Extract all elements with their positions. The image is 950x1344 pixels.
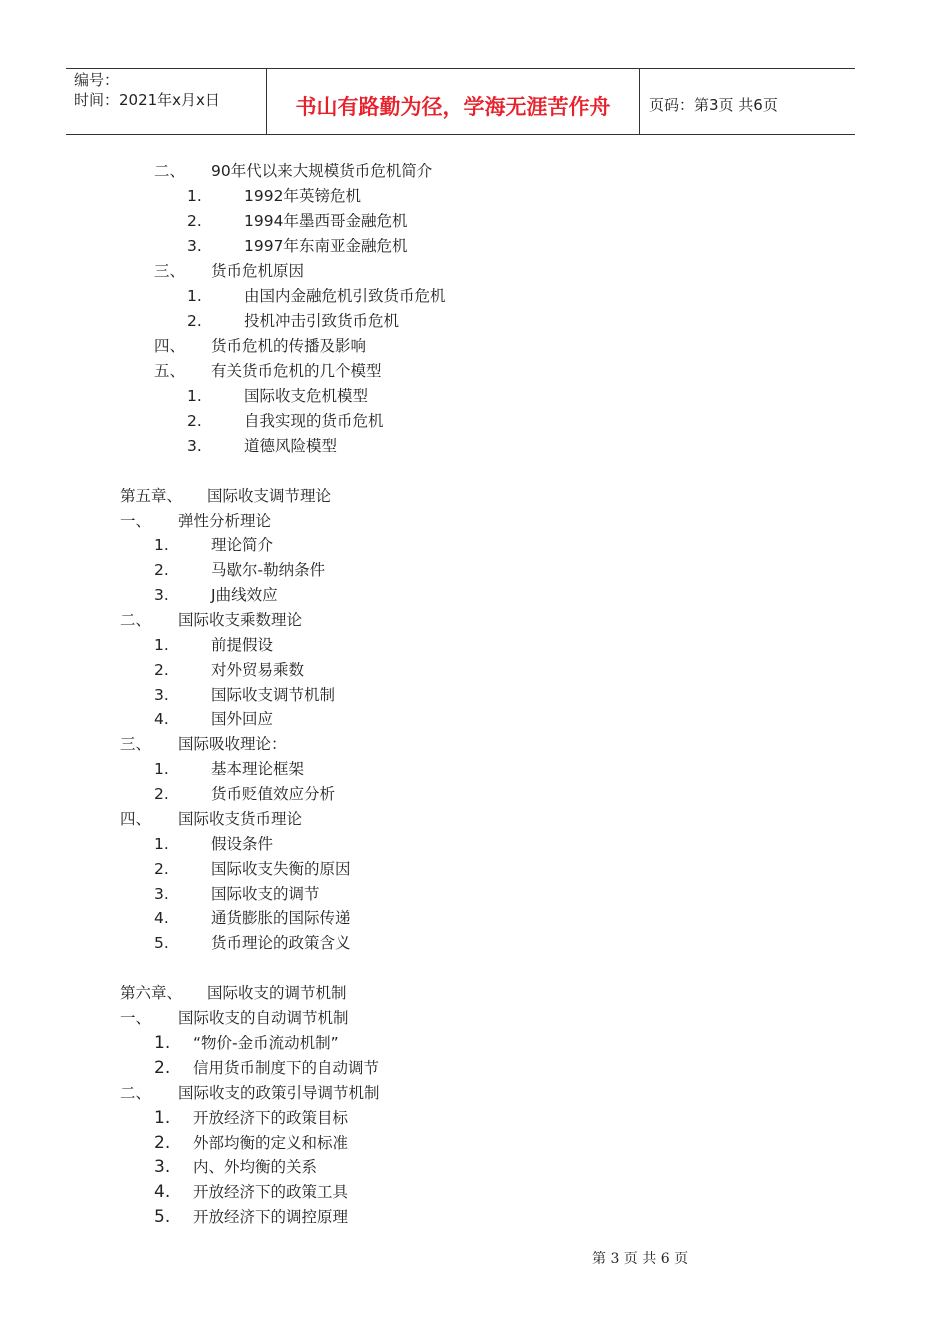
toc-marker: 2. [154, 661, 169, 679]
document-date: 时间：2021年x月x日 [74, 91, 220, 109]
toc-text: 马歇尔-勒纳条件 [211, 561, 326, 579]
toc-marker: 1. [187, 187, 202, 205]
toc-text: 国际收支的自动调节机制 [178, 1009, 349, 1027]
toc-text: 国际收支的政策引导调节机制 [178, 1084, 380, 1102]
toc-marker: 一、 [120, 512, 152, 530]
header-page-cell [640, 69, 855, 134]
toc-text: 开放经济下的调控原理 [193, 1208, 349, 1226]
page-header [66, 68, 855, 135]
toc-text: 前提假设 [211, 636, 274, 654]
toc-marker: 5. [154, 1207, 171, 1227]
toc-text: “物价-金币流动机制” [193, 1034, 339, 1052]
toc-marker: 2. [187, 312, 202, 330]
toc-marker: 3. [187, 237, 202, 255]
toc-text: 国际收支调节机制 [211, 686, 336, 704]
page-footer: 第 3 页 共 6 页 [592, 1251, 689, 1267]
toc-text: 由国内金融危机引致货币危机 [244, 287, 446, 305]
toc-text: 90年代以来大规模货币危机简介 [211, 162, 433, 180]
toc-text: 货币理论的政策含义 [211, 934, 351, 952]
toc-text: J曲线效应 [211, 586, 278, 604]
toc-marker: 1. [187, 287, 202, 305]
toc-text: 国际收支乘数理论 [178, 611, 303, 629]
toc-marker: 3. [154, 686, 169, 704]
toc-text: 外部均衡的定义和标准 [193, 1134, 349, 1152]
header-motto-cell [266, 69, 640, 134]
toc-marker: 1. [154, 835, 169, 853]
toc-marker: 1. [154, 1108, 171, 1128]
header-motto: 书山有路勤为径，学海无涯苦作舟 [295, 95, 611, 119]
toc-marker: 五、 [154, 362, 186, 380]
toc-marker: 四、 [120, 810, 152, 828]
toc-text: 国际收支失衡的原因 [211, 860, 351, 878]
toc-text: 自我实现的货币危机 [244, 412, 384, 430]
toc-text: 对外贸易乘数 [211, 661, 305, 679]
toc-marker: 三、 [120, 735, 152, 753]
toc-text: 开放经济下的政策工具 [193, 1183, 349, 1201]
toc-text: 货币危机原因 [211, 262, 305, 280]
toc-text: 1997年东南亚金融危机 [244, 237, 408, 255]
toc-marker: 3. [154, 586, 169, 604]
toc-text: 信用货币制度下的自动调节 [193, 1059, 380, 1077]
toc-text: 理论简介 [211, 536, 274, 554]
toc-marker: 二、 [120, 611, 152, 629]
toc-marker: 1. [187, 387, 202, 405]
toc-text: 投机冲击引致货币危机 [244, 312, 400, 330]
toc-text: 内、外均衡的关系 [193, 1158, 318, 1176]
toc-text: 1992年英镑危机 [244, 187, 361, 205]
toc-marker: 二、 [120, 1084, 152, 1102]
toc-text: 国际收支危机模型 [244, 387, 369, 405]
toc-text: 国际吸收理论： [178, 735, 287, 753]
toc-text: 弹性分析理论 [178, 512, 272, 530]
toc-marker: 4. [154, 909, 169, 927]
toc-marker: 5. [154, 934, 169, 952]
toc-marker: 2. [154, 785, 169, 803]
toc-text: 假设条件 [211, 835, 274, 853]
toc-text: 基本理论框架 [211, 760, 305, 778]
toc-marker: 1. [154, 760, 169, 778]
toc-marker: 3. [154, 885, 169, 903]
toc-marker: 4. [154, 710, 169, 728]
toc-marker: 3. [187, 437, 202, 455]
toc-marker: 3. [154, 1157, 171, 1177]
toc-text: 货币危机的传播及影响 [211, 337, 367, 355]
toc-text: 国际收支货币理论 [178, 810, 303, 828]
toc-text: 道德风险模型 [244, 437, 338, 455]
toc-text: 国际收支的调节机制 [207, 984, 347, 1002]
toc-text: 开放经济下的政策目标 [193, 1109, 349, 1127]
toc-text: 国际收支的调节 [211, 885, 320, 903]
toc-marker: 2. [154, 561, 169, 579]
document-number-label: 编号： [74, 71, 120, 89]
toc-text: 国际收支调节理论 [207, 487, 332, 505]
toc-marker: 三、 [154, 262, 186, 280]
toc-marker: 1. [154, 636, 169, 654]
toc-marker: 4. [154, 1182, 171, 1202]
toc-marker: 1. [154, 536, 169, 554]
toc-text: 1994年墨西哥金融危机 [244, 212, 408, 230]
toc-marker: 第六章、 [120, 984, 183, 1002]
toc-marker: 一、 [120, 1009, 152, 1027]
toc-text: 国外回应 [211, 710, 274, 728]
header-page-info: 页码：第3页 共6页 [649, 96, 778, 114]
toc-marker: 2. [154, 1133, 171, 1153]
toc-marker: 1. [154, 1033, 171, 1053]
toc-marker: 第五章、 [120, 487, 183, 505]
toc-marker: 2. [154, 1058, 171, 1078]
toc-text: 货币贬值效应分析 [211, 785, 336, 803]
toc-marker: 二、 [154, 162, 186, 180]
toc-marker: 2. [187, 412, 202, 430]
header-meta-cell [66, 69, 266, 134]
toc-marker: 四、 [154, 337, 186, 355]
toc-text: 通货膨胀的国际传递 [211, 909, 351, 927]
toc-marker: 2. [187, 212, 202, 230]
toc-text: 有关货币危机的几个模型 [211, 362, 382, 380]
toc-marker: 2. [154, 860, 169, 878]
